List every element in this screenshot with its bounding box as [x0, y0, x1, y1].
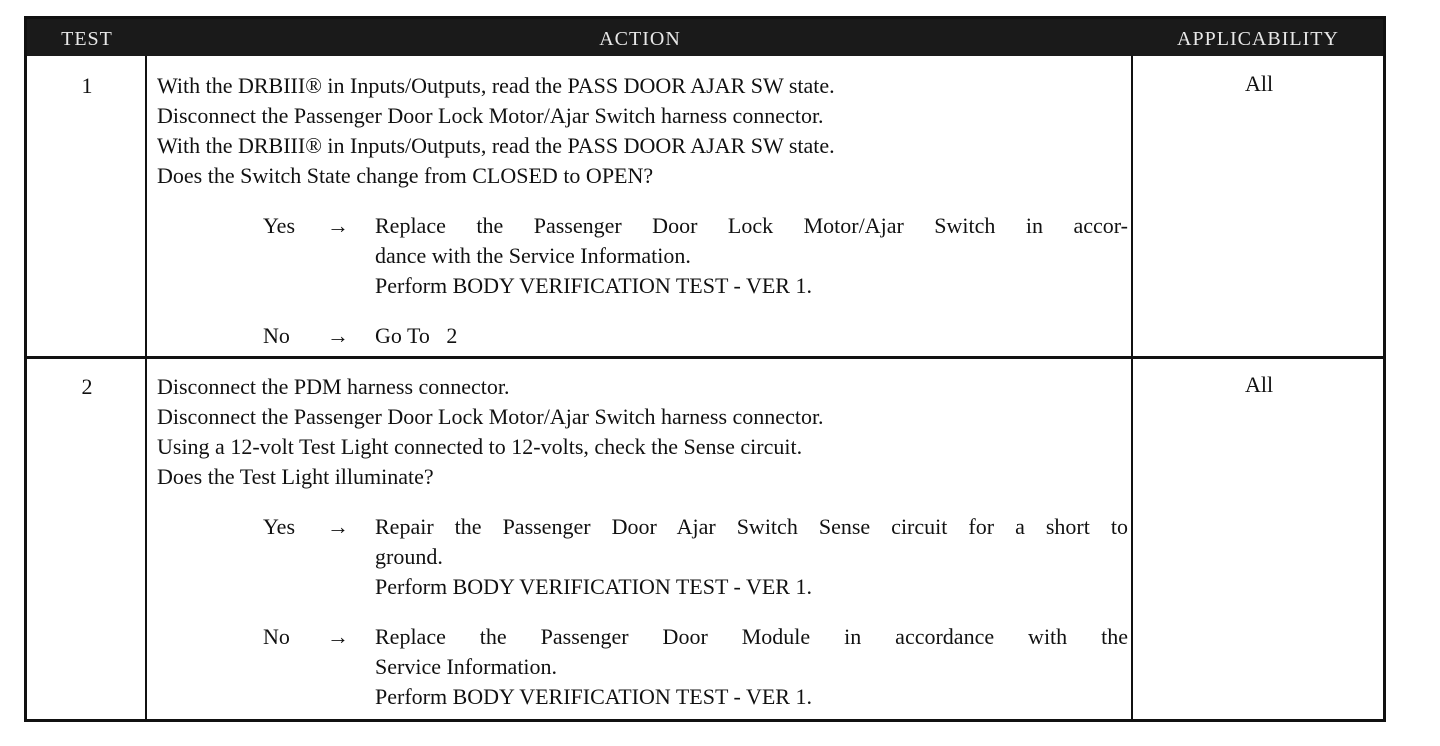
result-line: Perform BODY VERIFICATION TEST - VER 1. — [375, 273, 812, 298]
no-label: No — [263, 323, 290, 348]
arrow-icon: → — [327, 213, 349, 238]
yes-label: Yes — [263, 213, 296, 238]
result-line: Perform BODY VERIFICATION TEST - VER 1. — [375, 684, 812, 709]
applicability-value: All — [1244, 372, 1274, 397]
action-step: Does the Switch State change from CLOSED to OPEN? — [157, 163, 654, 188]
header-action: ACTION — [599, 28, 681, 50]
yes-result — [375, 211, 1128, 301]
action-step: Does the Test Light illuminate? — [157, 464, 434, 489]
result-line: Repair the Passenger Door Ajar Switch Sense circuit for a short to — [375, 514, 1128, 539]
arrow-icon: → — [327, 323, 349, 348]
yes-label: Yes — [263, 514, 296, 539]
action-step: With the DRBIII® in Inputs/Outputs, read the PASS DOOR AJAR SW state. — [157, 133, 835, 158]
result-line: Service Information. — [375, 654, 558, 679]
action-step: Disconnect the Passenger Door Lock Motor/Ajar Switch harness connector. — [157, 103, 824, 128]
test-number: 1 — [81, 73, 93, 98]
action-steps — [157, 71, 1132, 191]
result-line: Replace the Passenger Door Lock Motor/Ajar Switch in accor- — [375, 213, 1128, 238]
no-label: No — [263, 624, 290, 649]
arrow-icon: → — [327, 514, 349, 539]
header-applicability: APPLICABILITY — [1177, 28, 1339, 50]
header-test: TEST — [61, 28, 113, 50]
diagnostic-test-table — [24, 16, 1386, 722]
result-line: dance with the Service Information. — [375, 243, 691, 268]
applicability-value: All — [1244, 71, 1274, 96]
row-divider — [27, 356, 1383, 359]
result-line: ground. — [375, 544, 443, 569]
yes-result — [375, 512, 1128, 602]
action-steps — [157, 372, 1132, 492]
no-result — [375, 622, 1128, 712]
no-result — [375, 321, 1128, 351]
action-step: Disconnect the PDM harness connector. — [157, 374, 510, 399]
action-step: Using a 12-volt Test Light connected to 12-volts, check the Sense circuit. — [157, 434, 803, 459]
action-step: With the DRBIII® in Inputs/Outputs, read the PASS DOOR AJAR SW state. — [157, 73, 835, 98]
result-line: Replace the Passenger Door Module in accordance with the — [375, 624, 1128, 649]
table-header — [27, 19, 1383, 56]
arrow-icon: → — [327, 624, 349, 649]
result-line: Go To 2 — [375, 323, 458, 348]
test-number: 2 — [81, 374, 93, 399]
action-step: Disconnect the Passenger Door Lock Motor/Ajar Switch harness connector. — [157, 404, 824, 429]
result-line: Perform BODY VERIFICATION TEST - VER 1. — [375, 574, 812, 599]
